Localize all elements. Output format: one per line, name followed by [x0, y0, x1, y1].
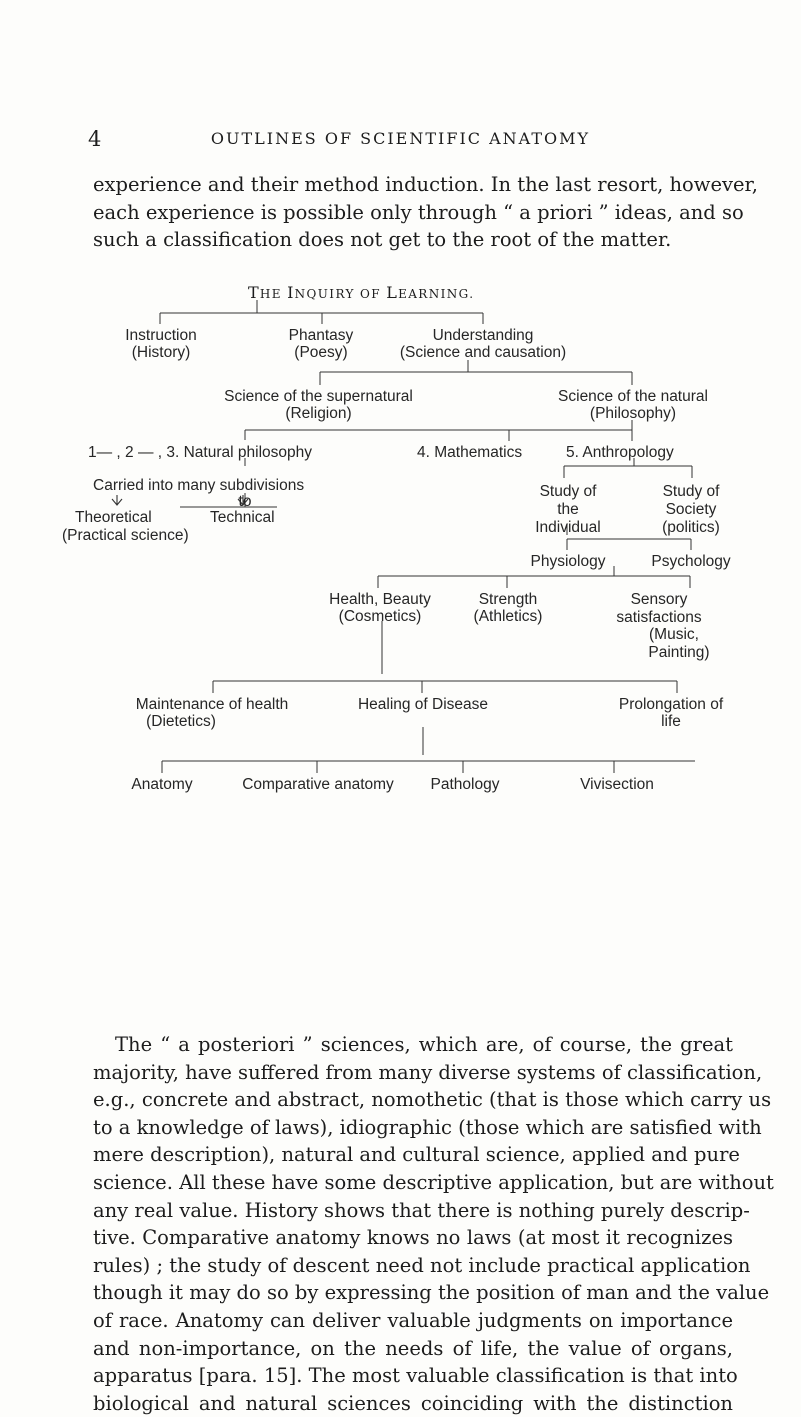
text-line: experience and their method induction. In the last resort, however,: [93, 173, 758, 196]
node-to: to: [238, 493, 252, 510]
text-line: any real value. History shows that there is nothing purely descrip-: [93, 1198, 750, 1222]
node-physiology: Physiology: [530, 553, 606, 570]
node-supernatural: Science of the supernatural (Religion): [224, 388, 413, 422]
node-vivisection: Vivisection: [580, 776, 654, 793]
node-pathology: Pathology: [430, 776, 500, 793]
node-instruction: Instruction (History): [125, 327, 197, 361]
node-prolongation: Prolongation of life: [618, 696, 724, 730]
text-line: majority, have suffered from many diverse systems of classification,: [93, 1060, 763, 1084]
text-line: apparatus [para. 15]. The most valuable classification is that into: [93, 1364, 738, 1388]
node-study-society: Study of Society (politics): [662, 483, 720, 536]
node-technical: Technical: [210, 509, 275, 526]
text-line: e.g., concrete and abstract, nomothetic (that is those which carry us: [93, 1088, 772, 1112]
node-natural-philosophy: 1— , 2 — , 3. Natural philosophy: [88, 444, 313, 461]
text-line: mere description), natural and cultural science, applied and pure: [93, 1143, 740, 1167]
text-line: of race. Anatomy can deliver valuable judgments on importance: [93, 1308, 733, 1332]
node-anatomy: Anatomy: [131, 776, 193, 793]
text-line: science. All these have some descriptive application, but are without: [93, 1170, 774, 1194]
node-carried: Carried into many subdivisions: [93, 477, 305, 494]
arrow-icons: [112, 495, 248, 505]
node-comparative-anatomy: Comparative anatomy: [242, 776, 394, 793]
down-arrow-icon: [112, 495, 122, 505]
text-line: though it may do so by expressing the position of man and the value: [93, 1281, 770, 1305]
node-health-beauty: Health, Beauty (Cosmetics): [329, 591, 431, 625]
paragraph-posteriori: [93, 1031, 774, 1417]
node-strength: Strength (Athletics): [473, 591, 543, 625]
node-understanding: Understanding (Science and causation): [399, 327, 567, 361]
node-practical: (Practical science): [62, 527, 189, 544]
text-line: to a knowledge of laws), idiographic (those which are satisfied with: [93, 1115, 762, 1139]
node-phantasy: Phantasy (Poesy): [288, 327, 354, 361]
node-anthropology: 5. Anthropology: [566, 444, 674, 461]
text-line: each experience is possible only through “ a priori ” ideas, and so: [93, 200, 744, 224]
node-psychology: Psychology: [651, 553, 731, 570]
diagram-title: THE INQUIRY OF LEARNING.: [248, 283, 475, 302]
text-line: and non-importance, on the needs of life, the value of organs,: [93, 1336, 733, 1360]
node-healing: Healing of Disease: [357, 696, 489, 713]
text-line: such a classification does not get to the root of the matter.: [93, 228, 672, 251]
text-line: The “ a posteriori ” sciences, which are, of course, the great: [115, 1033, 733, 1056]
node-study-individual: Study of the Individual: [535, 483, 601, 536]
running-head: OUTLINES OF SCIENTIFIC ANATOMY: [210, 129, 591, 148]
node-maintenance: Maintenance of health (Dietetics): [135, 696, 289, 730]
node-theoretical: Theoretical: [75, 509, 152, 526]
node-sensory: Sensory satisfactions (Music, Painting): [616, 591, 710, 661]
text-line: biological and natural sciences coinciding with the distinction: [93, 1391, 733, 1415]
page-number: 4: [88, 127, 102, 151]
text-line: tive. Comparative anatomy knows no laws (at most it recognizes: [93, 1226, 733, 1250]
node-natural: Science of the natural (Philosophy): [558, 388, 708, 422]
text-line: rules) ; the study of descent need not include practical application: [93, 1253, 751, 1277]
node-mathematics: 4. Mathematics: [417, 444, 523, 461]
